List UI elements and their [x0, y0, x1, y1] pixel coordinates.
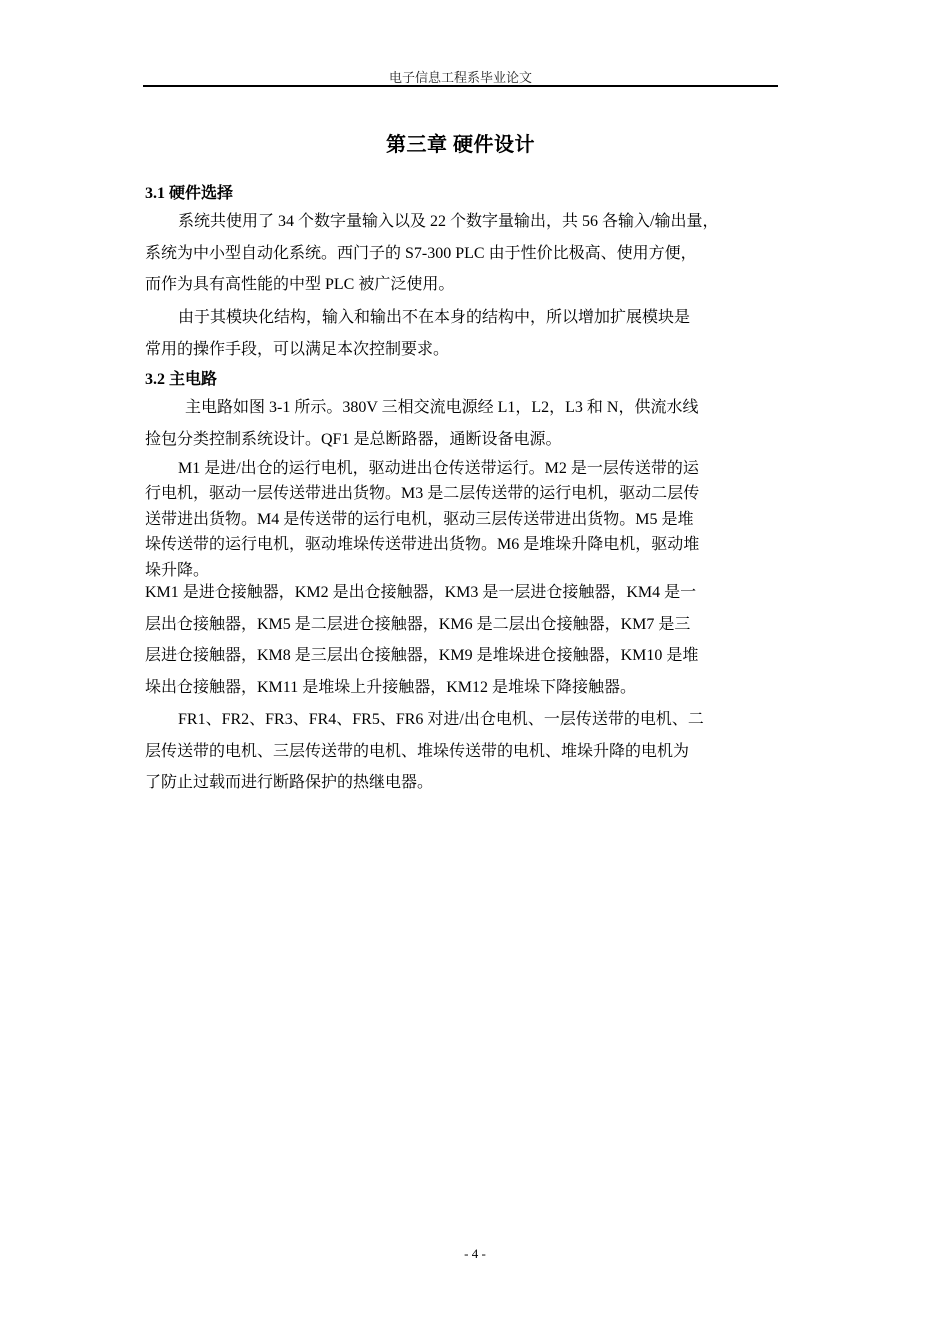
paragraph: [145, 392, 810, 455]
paragraph-line: FR1、FR2、FR3、FR4、FR5、FR6 对进/出仓电机、一层传送带的电机、二: [178, 711, 704, 728]
section-heading-3-1: 3.1 硬件选择: [145, 185, 234, 202]
paragraph: [145, 302, 810, 365]
paragraph-line: 而作为具有高性能的中型 PLC 被广泛使用。: [145, 276, 455, 293]
paragraph-line: 主电路如图 3-1 所示。380V 三相交流电源经 L1，L2，L3 和 N，供流水线: [185, 399, 699, 416]
paragraph-line: 垛传送带的运行电机，驱动堆垛传送带进出货物。M6 是堆垛升降电机，驱动堆: [145, 536, 700, 554]
paragraph: [145, 577, 810, 703]
section-heading-3-2: 3.2 主电路: [145, 371, 218, 388]
paragraph-line: 由于其模块化结构，输入和输出不在本身的结构中，所以增加扩展模块是: [178, 309, 691, 326]
paragraph: [145, 206, 810, 301]
paragraph-line: 常用的操作手段，可以满足本次控制要求。: [145, 340, 450, 358]
paragraph-line: 送带进出货物。M4 是传送带的运行电机，驱动三层传送带进出货物。M5 是堆: [145, 510, 694, 528]
paragraph-line: 捡包分类控制系统设计。QF1 是总断路器，通断设备电源。: [145, 430, 562, 448]
paragraph-line: 层传送带的电机、三层传送带的电机、堆垛传送带的电机、堆垛升降的电机为: [145, 742, 690, 760]
paragraph-line: 了防止过载而进行断路保护的热继电器。: [145, 774, 434, 791]
paragraph-line: 系统共使用了 34 个数字量输入以及 22 个数字量输出，共 56 各输入/输出量，: [178, 213, 719, 230]
paragraph-line: 层出仓接触器，KM5 是二层进仓接触器，KM6 是二层出仓接触器，KM7 是三: [145, 615, 691, 633]
paragraph-line: 层进仓接触器，KM8 是三层出仓接触器，KM9 是堆垛进仓接触器，KM10 是堆: [145, 647, 699, 664]
paragraph-line: 垛出仓接触器，KM11 是堆垛上升接触器，KM12 是堆垛下降接触器。: [145, 678, 636, 696]
paragraph-line: KM1 是进仓接触器，KM2 是出仓接触器，KM3 是一层进仓接触器，KM4 是一: [145, 584, 697, 601]
paragraph-line: M1 是进/出仓的运行电机，驱动进出仓传送带运行。M2 是一层传送带的运: [178, 460, 699, 477]
paragraph-line: 系统为中小型自动化系统。西门子的 S7-300 PLC 由于性价比极高、使用方便，: [145, 244, 697, 262]
paragraph-line: 垛升降。: [145, 561, 210, 579]
header-title: 电子信息工程系毕业论文: [388, 70, 532, 85]
chapter-title: 第三章 硬件设计: [386, 134, 535, 156]
paragraph-line: 行电机，驱动一层传送带进出货物。M3 是二层传送带的运行电机，驱动二层传: [145, 485, 700, 503]
page-number: - 4 -: [464, 1246, 486, 1261]
paragraph: [145, 704, 810, 799]
paragraph: [145, 456, 810, 583]
header-rule: [143, 85, 778, 87]
